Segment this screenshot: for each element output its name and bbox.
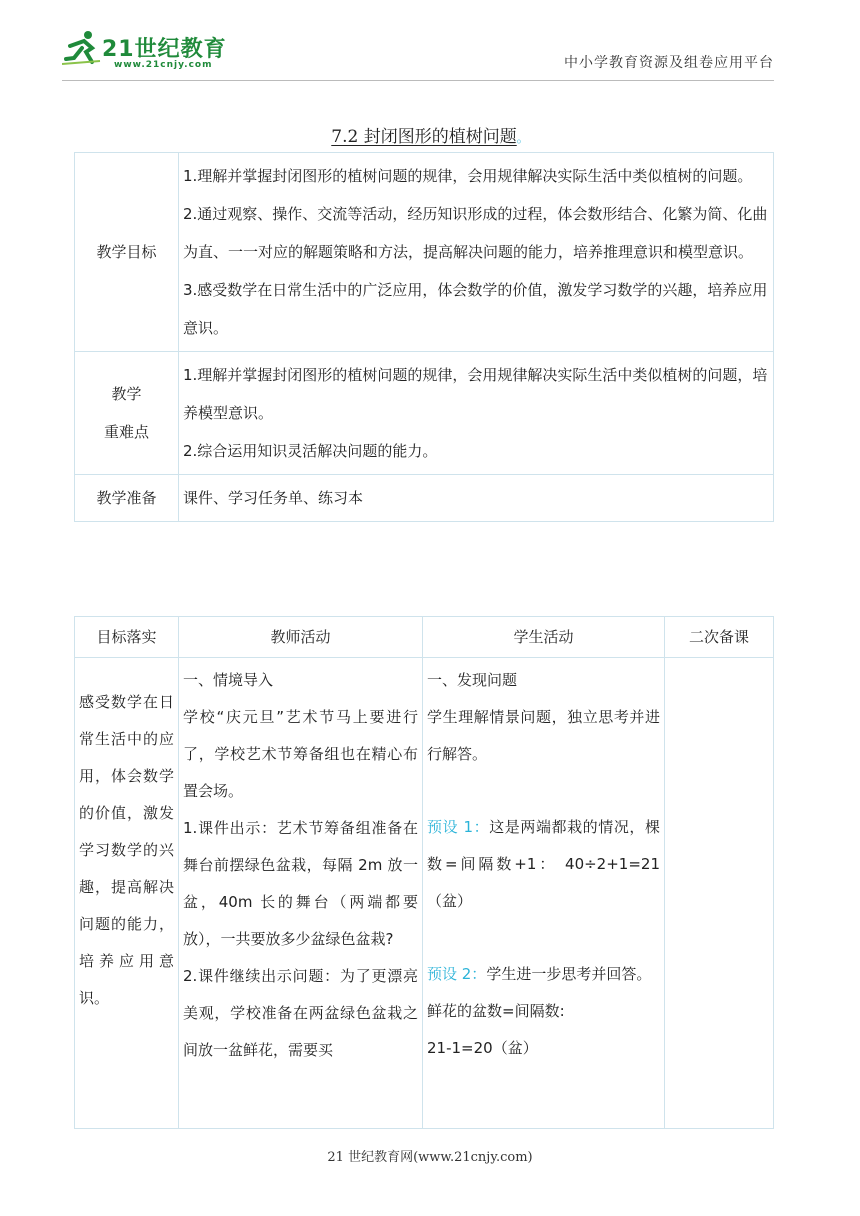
teacher-intro: 学校“庆元旦”艺术节马上要进行了，学校艺术节筹备组也在精心布置会场。: [183, 708, 418, 800]
teacher-question-1: 1.课件出示：艺术节筹备组准备在舞台前摆绿色盆栽，每隔 2m 放一盆，40m 长的舞台（两端都要放），一共要放多少盆绿色盆栽?: [183, 819, 418, 948]
table-row: [75, 153, 774, 352]
row-label: 教学准备: [75, 475, 179, 522]
preset-1-text: 这是两端都栽的情况，棵数=间隔数+1： 40÷2+1=21（盆）: [427, 818, 660, 910]
activity-table: [74, 616, 774, 1129]
page-header: [0, 0, 860, 80]
preset-2: [427, 956, 660, 993]
key-point-2: 2.综合运用知识灵活解决问题的能力。: [183, 442, 438, 460]
table-header-row: [75, 617, 774, 658]
preset-2-text: 学生进一步思考并回答。: [486, 965, 652, 983]
column-header: 教师活动: [179, 617, 423, 658]
runner-logo-icon: [62, 28, 102, 68]
logo-url: www.21cnjy.com: [114, 60, 213, 70]
preset-1-label: 预设 1：: [427, 818, 490, 836]
site-logo[interactable]: [62, 28, 232, 76]
teacher-question-2: 2.课件继续出示问题：为了更漂亮美观，学校准备在两盆绿色盆栽之间放一盆鲜花，需要买: [183, 967, 418, 1059]
student-cell: [423, 658, 665, 1129]
row-label-line: 重难点: [103, 423, 149, 441]
student-heading: 一、发现问题: [427, 671, 518, 689]
table-row: [75, 475, 774, 522]
objective-2: 2.通过观察、操作、交流等活动，经历知识形成的过程，体会数形结合、化繁为简、化曲为直、一一对应的解题策略和方法，提高解决问题的能力，培养推理意识和模型意识。: [183, 205, 768, 261]
column-header: 二次备课: [665, 617, 774, 658]
objective-1: 1.理解并掌握封闭图形的植树问题的规律，会用规律解决实际生活中类似植树的问题。: [183, 167, 753, 185]
page-footer: 21 世纪教育网(www.21cnjy.com): [327, 1150, 533, 1165]
overview-table: [74, 152, 774, 522]
preset-1: [427, 809, 660, 920]
notes-cell: [665, 658, 774, 1129]
teacher-cell: [179, 658, 423, 1129]
row-content: 课件、学习任务单、练习本: [179, 475, 774, 522]
row-label: [75, 352, 179, 475]
student-intro: 学生理解情景问题，独立思考并进行解答。: [427, 708, 660, 763]
teacher-heading: 一、情境导入: [183, 671, 274, 689]
header-tagline: 中小学教育资源及组卷应用平台: [564, 55, 774, 71]
document-title: [0, 122, 860, 147]
formula-line-2: 21-1=20（盆）: [427, 1039, 538, 1057]
header-divider: [62, 80, 774, 81]
table-row: [75, 658, 774, 1129]
title-text: 7.2 封闭图形的植树问题: [331, 127, 517, 147]
key-point-1: 1.理解并掌握封闭图形的植树问题的规律，会用规律解决实际生活中类似植树的问题，培养模型意识。: [183, 366, 768, 422]
row-content: [179, 153, 774, 352]
row-content: [179, 352, 774, 475]
goal-cell: [75, 658, 179, 1129]
preset-2-label: 预设 2：: [427, 965, 487, 983]
row-label-line: 教学: [111, 385, 142, 403]
column-header: 学生活动: [423, 617, 665, 658]
spacer: [427, 773, 660, 809]
spacer: [427, 920, 660, 956]
title-mark: 。: [516, 131, 529, 145]
row-label: 教学目标: [75, 153, 179, 352]
objective-3: 3.感受数学在日常生活中的广泛应用，体会数学的价值，激发学习数学的兴趣，培养应用意识。: [183, 281, 768, 337]
column-header: 目标落实: [75, 617, 179, 658]
formula-line-1: 鲜花的盆数=间隔数:: [427, 1002, 565, 1020]
logo-text: 21世纪教育: [102, 37, 227, 62]
table-row: [75, 352, 774, 475]
goal-text: 感受数学在日常生活中的应用，体会数学的价值，激发学习数学的兴趣，提高解决问题的能力，培养应用意识。: [79, 693, 174, 1007]
